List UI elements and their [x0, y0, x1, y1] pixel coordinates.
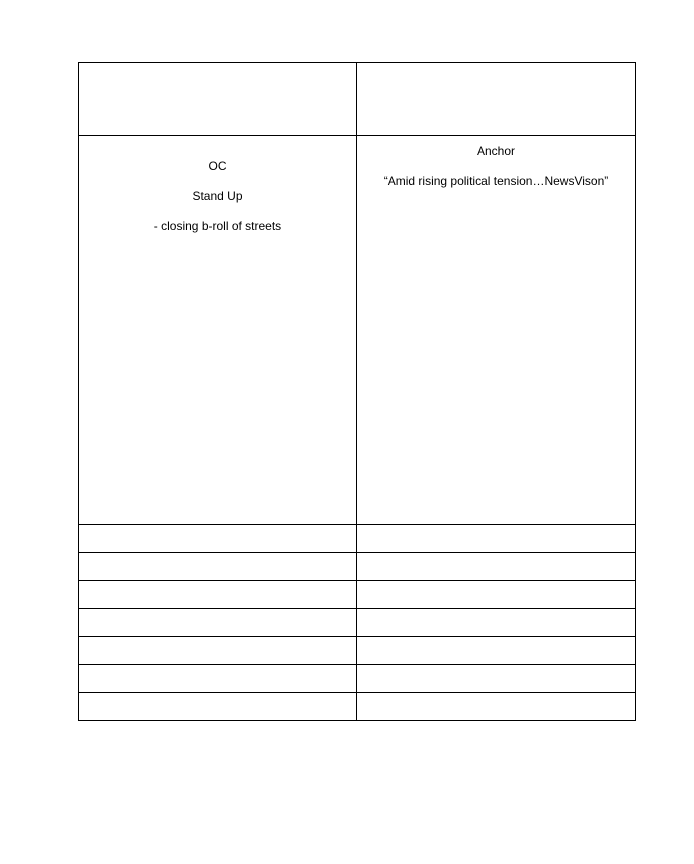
table-cell-left[interactable] [79, 525, 357, 553]
table-row [79, 581, 636, 609]
table-row [79, 637, 636, 665]
table-cell-left[interactable] [79, 609, 357, 637]
header-cell-right[interactable] [357, 63, 636, 136]
audio-cell[interactable] [357, 136, 636, 525]
table-row [79, 609, 636, 637]
table-cell-right[interactable] [357, 609, 636, 637]
header-cell-left[interactable] [79, 63, 357, 136]
table-row [79, 693, 636, 721]
audio-line-anchor: Anchor [476, 144, 516, 158]
table-cell-right[interactable] [357, 553, 636, 581]
script-table [78, 62, 636, 721]
audio-line-quote: “Amid rising political tension…NewsVison” [383, 174, 609, 188]
table-cell-right[interactable] [357, 665, 636, 693]
video-cell[interactable] [79, 136, 357, 525]
table-cell-right[interactable] [357, 693, 636, 721]
table-cell-right[interactable] [357, 525, 636, 553]
video-line-oc: OC [208, 159, 227, 173]
table-cell-right[interactable] [357, 581, 636, 609]
table-cell-left[interactable] [79, 581, 357, 609]
table-row [79, 665, 636, 693]
table-cell-right[interactable] [357, 637, 636, 665]
table-row [79, 525, 636, 553]
video-line-stand-up: Stand Up [192, 189, 243, 203]
table-cell-left[interactable] [79, 665, 357, 693]
table-row [79, 553, 636, 581]
table-cell-left[interactable] [79, 637, 357, 665]
table-cell-left[interactable] [79, 693, 357, 721]
table-cell-left[interactable] [79, 553, 357, 581]
table-main-row [79, 136, 636, 525]
video-line-b-roll: - closing b-roll of streets [153, 219, 282, 233]
table-header-row [79, 63, 636, 136]
